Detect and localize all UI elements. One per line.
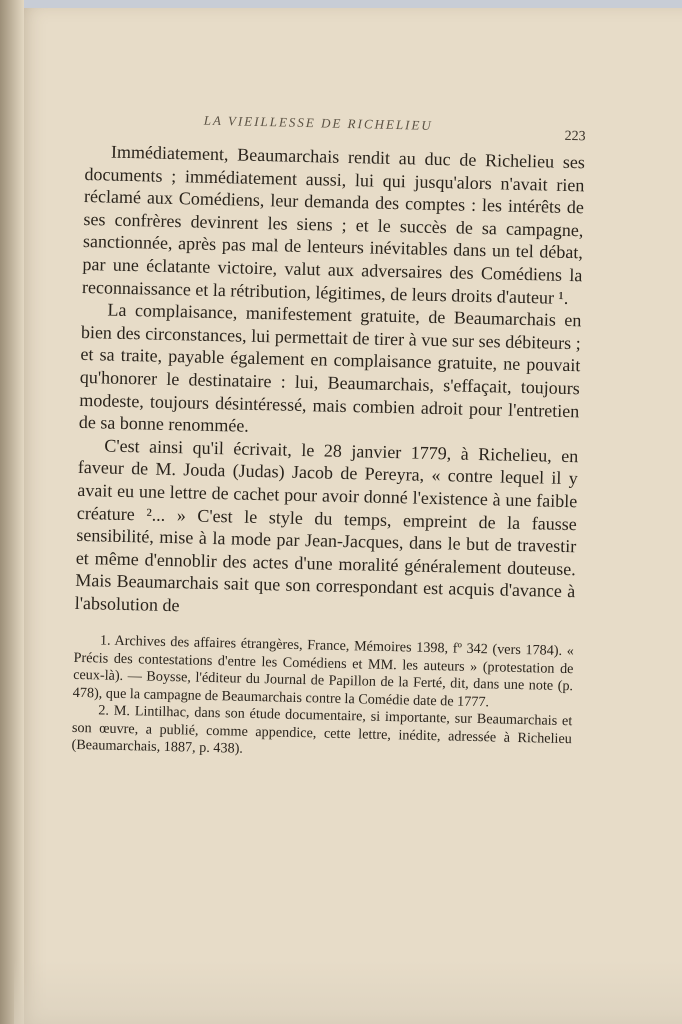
page-content <box>71 110 585 765</box>
paragraph: La complaisance, manifestement gratuite, de Beaumarchais en bien des circonstances, lui permettait de tirer à vue sur ses débiteurs ; et sa traite, payable également en complaisance gratuite, ne pouvait qu'honorer le destinataire : lui, Beaumarchais, s'effaçait, toujours modeste, toujours désintéressé, mais combien adroit pour l'entretien de sa bonne renommée. <box>78 299 582 436</box>
running-head: LA VIEILLESSE DE RICHELIEU <box>203 112 433 133</box>
page-number: 223 <box>564 128 586 145</box>
page-bottom-shade <box>14 960 682 1024</box>
footnotes <box>71 632 574 765</box>
book-spine <box>0 0 24 1024</box>
paragraph: Immédiatement, Beaumarchais rendit au duc de Richelieu ses documents ; immédiatement aussi, lui qui jusqu'alors n'avait rien réclamé aux Comédiens, leur demanda des comptes : les intérêts de ses confrères devinrent les siens ; et le succès de sa campagne, sanctionnée, après pas mal de lenteurs inévitables dans un tel débat, par une éclatante victoire, valut aux adversaires des Comédiens la reconnaissance et la rétribution, légitimes, de leurs droits d'auteur ¹. <box>81 141 586 308</box>
footnote: 1. Archives des affaires étrangères, France, Mémoires 1398, fº 342 (vers 1784). « Précis des contestations d'entre les Comédiens et MM. les auteurs » (protestation de ceux-là). — Boysse, l'éditeur du Journal de Papillon de la Ferté, dit, dans une note (p. 478), que la campagne de Beaumarchais contre la Comédie date de 1777. <box>72 632 575 710</box>
footnote: 2. M. Lintilhac, dans son étude documentaire, si importante, sur Beaumarchais et son œuvre, a publié, comme appendice, cette lettre, inédite, adressée à Richelieu (Beaumarchais, 1887, p. 438). <box>71 702 573 757</box>
paragraph: C'est ainsi qu'il écrivait, le 28 janvier 1779, à Richelieu, en faveur de M. Jouda (Judas) Jacob de Pereyra, « contre lequel il y avait eu une lettre de cachet pour avoir donné l'existence à une faible créature ²... » C'est le style du temps, empreint de la fausse sensibilité, mise à la mode par Jean-Jacques, dans le but de travestir et même d'ennoblir des actes d'une moralité généralement douteuse. Mais Beaumarchais sait que son correspondant est acquis d'avance à l'absolution de <box>74 435 579 616</box>
